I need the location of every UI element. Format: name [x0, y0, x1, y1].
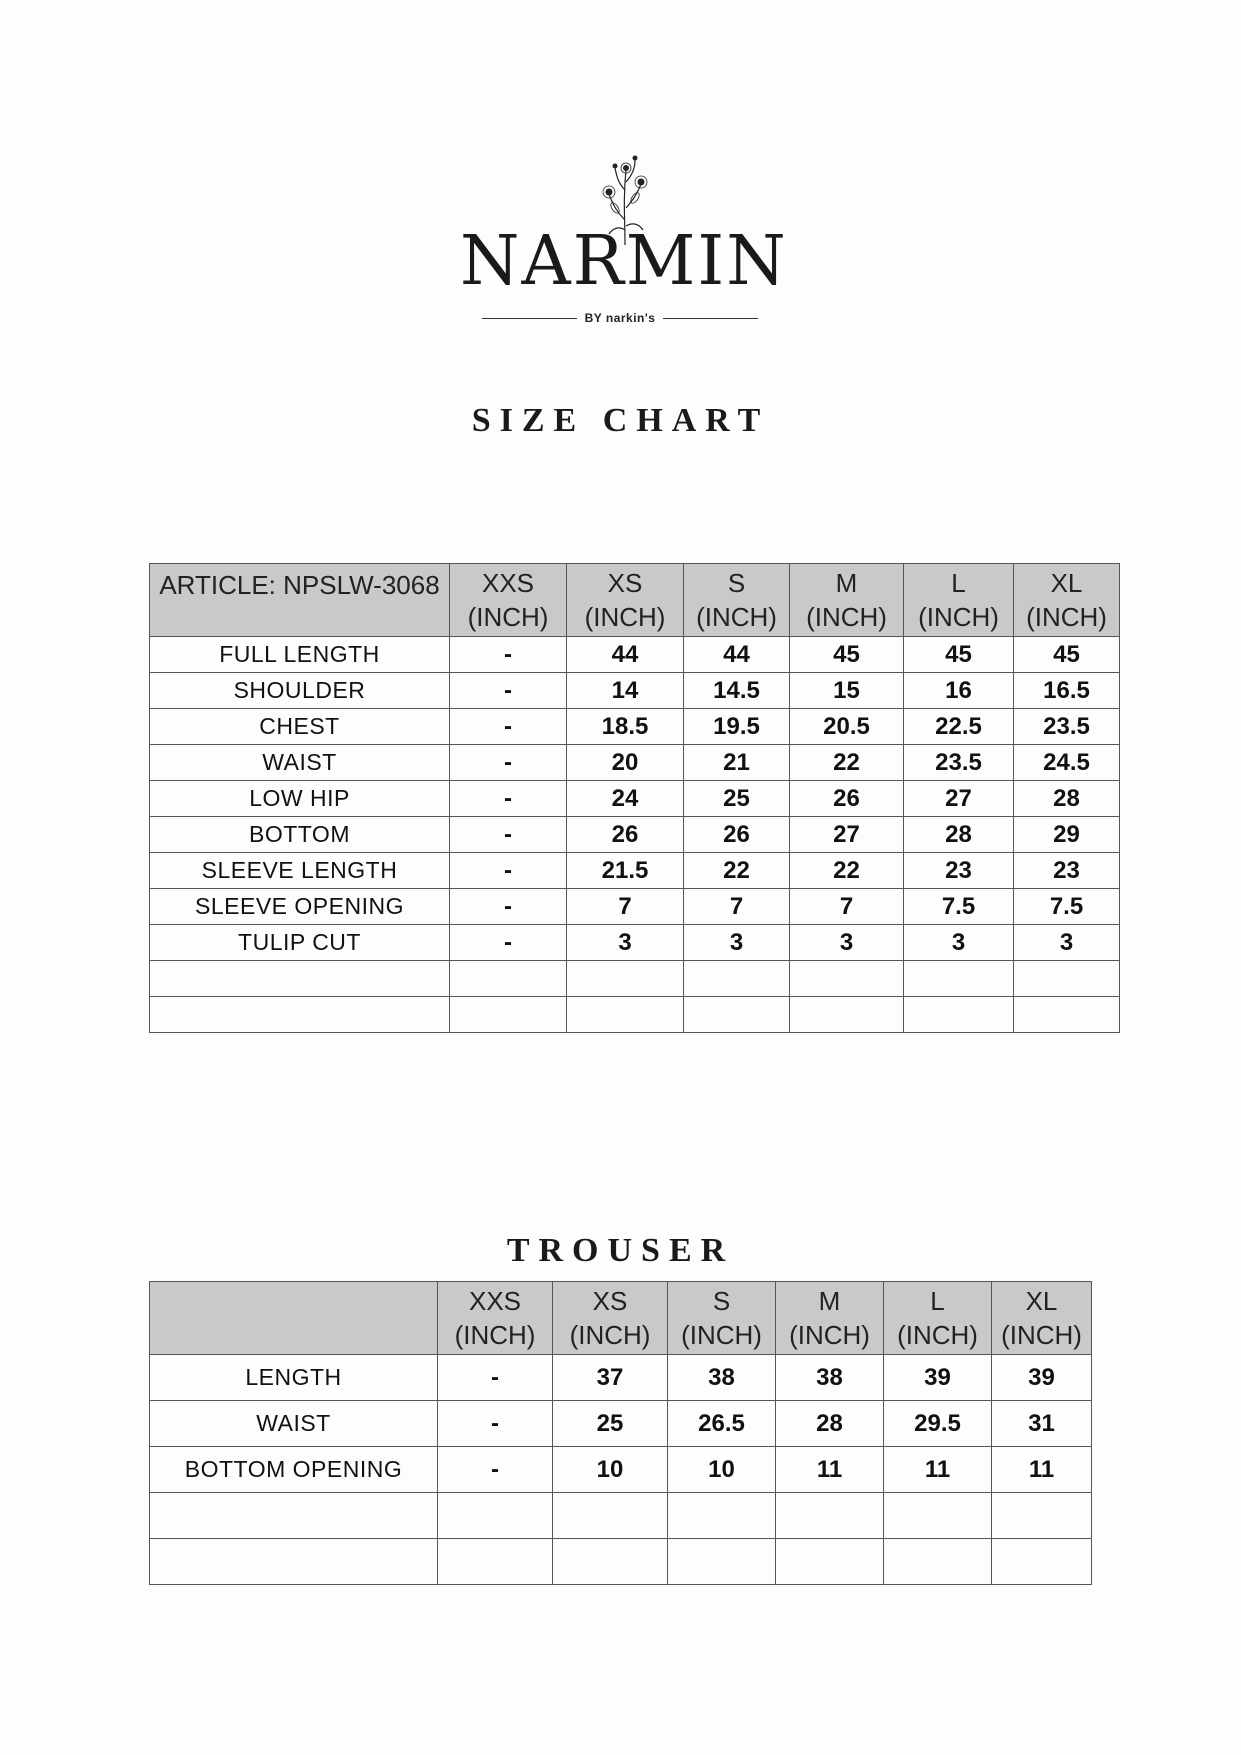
table-row	[150, 1539, 1092, 1585]
size-label: M	[835, 568, 858, 598]
measurement-value	[450, 961, 567, 997]
table-row	[150, 637, 1120, 673]
table-row	[150, 853, 1120, 889]
measurement-value	[567, 961, 684, 997]
measurement-value: -	[450, 781, 567, 817]
measurement-value: 38	[776, 1355, 884, 1401]
size-chart-body	[150, 637, 1120, 1033]
size-column-header	[904, 564, 1014, 637]
measurement-value: 7	[790, 889, 904, 925]
measurement-value: 15	[790, 673, 904, 709]
measurement-label: BOTTOM	[150, 817, 450, 853]
measurement-value: 20	[567, 745, 684, 781]
unit-label: (INCH)	[806, 602, 887, 632]
measurement-value: 22	[790, 853, 904, 889]
unit-label: (INCH)	[467, 602, 549, 632]
table-row	[150, 817, 1120, 853]
table-row	[150, 709, 1120, 745]
table-row	[150, 961, 1120, 997]
size-label: L	[930, 1286, 945, 1316]
measurement-value: 16	[904, 673, 1014, 709]
article-number: ARTICLE: NPSLW-3068	[150, 564, 450, 637]
measurement-value	[684, 997, 790, 1033]
size-column-header	[450, 564, 567, 637]
size-column-header	[668, 1282, 776, 1355]
measurement-value: 3	[904, 925, 1014, 961]
measurement-value: 7	[567, 889, 684, 925]
measurement-value: 21.5	[567, 853, 684, 889]
measurement-value: 26.5	[668, 1401, 776, 1447]
measurement-label	[150, 961, 450, 997]
measurement-label: WAIST	[150, 745, 450, 781]
measurement-value	[884, 1539, 992, 1585]
measurement-value	[884, 1493, 992, 1539]
measurement-value	[776, 1493, 884, 1539]
measurement-value: 3	[567, 925, 684, 961]
table-row	[150, 1401, 1092, 1447]
measurement-value	[992, 1539, 1092, 1585]
unit-label: (INCH)	[918, 602, 999, 632]
measurement-value: 16.5	[1014, 673, 1120, 709]
measurement-value: -	[438, 1447, 553, 1493]
table-row	[150, 889, 1120, 925]
measurement-value: -	[450, 673, 567, 709]
tagline-divider-right	[663, 318, 758, 319]
measurement-value: 27	[790, 817, 904, 853]
measurement-value: -	[450, 637, 567, 673]
measurement-label	[150, 1493, 438, 1539]
measurement-value: 25	[553, 1401, 668, 1447]
measurement-value	[1014, 961, 1120, 997]
brand-tagline: BY narkin's	[584, 311, 656, 325]
trouser-table	[149, 1281, 1092, 1585]
measurement-value: -	[438, 1355, 553, 1401]
size-column-header	[992, 1282, 1092, 1355]
measurement-value: 11	[992, 1447, 1092, 1493]
table-row	[150, 1493, 1092, 1539]
size-column-header	[553, 1282, 668, 1355]
size-column-header	[684, 564, 790, 637]
measurement-value	[567, 997, 684, 1033]
measurement-value: 29	[1014, 817, 1120, 853]
measurement-value: 3	[684, 925, 790, 961]
measurement-value: 19.5	[684, 709, 790, 745]
measurement-value: 24	[567, 781, 684, 817]
measurement-value	[553, 1539, 668, 1585]
brand-logo	[460, 150, 788, 330]
measurement-value: 21	[684, 745, 790, 781]
measurement-label: SLEEVE OPENING	[150, 889, 450, 925]
measurement-value: 31	[992, 1401, 1092, 1447]
measurement-value: 14.5	[684, 673, 790, 709]
measurement-label: LENGTH	[150, 1355, 438, 1401]
measurement-value: 22	[684, 853, 790, 889]
size-label: M	[818, 1286, 841, 1316]
measurement-value: 38	[668, 1355, 776, 1401]
table-row	[150, 673, 1120, 709]
trouser-body	[150, 1355, 1092, 1585]
unit-label: (INCH)	[1026, 602, 1107, 632]
measurement-value: 28	[904, 817, 1014, 853]
measurement-value	[904, 961, 1014, 997]
measurement-value: 26	[684, 817, 790, 853]
size-label: L	[951, 568, 966, 598]
measurement-value	[668, 1539, 776, 1585]
measurement-value: 29.5	[884, 1401, 992, 1447]
measurement-value: 3	[1014, 925, 1120, 961]
brand-tagline-row	[460, 310, 780, 326]
measurement-value: 39	[992, 1355, 1092, 1401]
measurement-value: -	[450, 709, 567, 745]
unit-label: (INCH)	[1001, 1320, 1082, 1350]
measurement-value: 26	[790, 781, 904, 817]
measurement-label: SHOULDER	[150, 673, 450, 709]
measurement-label: BOTTOM OPENING	[150, 1447, 438, 1493]
measurement-value: 37	[553, 1355, 668, 1401]
unit-label: (INCH)	[681, 1320, 762, 1350]
trouser-title: TROUSER	[506, 1232, 735, 1269]
measurement-value: 28	[776, 1401, 884, 1447]
measurement-value: 45	[904, 637, 1014, 673]
measurement-value	[450, 997, 567, 1033]
measurement-value	[992, 1493, 1092, 1539]
tagline-divider-left	[482, 318, 577, 319]
measurement-label: LOW HIP	[150, 781, 450, 817]
measurement-value: -	[438, 1401, 553, 1447]
measurement-label: SLEEVE LENGTH	[150, 853, 450, 889]
measurement-value: 28	[1014, 781, 1120, 817]
measurement-value: 44	[567, 637, 684, 673]
measurement-value	[790, 961, 904, 997]
size-label: XL	[1050, 568, 1083, 598]
measurement-value: 11	[884, 1447, 992, 1493]
measurement-value: 26	[567, 817, 684, 853]
measurement-value	[904, 997, 1014, 1033]
trouser-header-row	[150, 1282, 1092, 1355]
size-chart-table	[149, 563, 1120, 1033]
size-label: XS	[592, 1286, 628, 1316]
measurement-label: CHEST	[150, 709, 450, 745]
measurement-value: -	[450, 889, 567, 925]
unit-label: (INCH)	[897, 1320, 978, 1350]
measurement-value: 3	[790, 925, 904, 961]
measurement-value	[438, 1539, 553, 1585]
measurement-value: 23.5	[1014, 709, 1120, 745]
table-row	[150, 1355, 1092, 1401]
size-column-header	[1014, 564, 1120, 637]
measurement-label	[150, 997, 450, 1033]
size-column-header	[790, 564, 904, 637]
measurement-value: 18.5	[567, 709, 684, 745]
measurement-label: TULIP CUT	[150, 925, 450, 961]
measurement-value: -	[450, 817, 567, 853]
measurement-value: -	[450, 853, 567, 889]
size-column-header	[438, 1282, 553, 1355]
measurement-label	[150, 1539, 438, 1585]
unit-label: (INCH)	[569, 1320, 651, 1350]
measurement-value: 22	[790, 745, 904, 781]
measurement-value	[684, 961, 790, 997]
measurement-value: 23	[1014, 853, 1120, 889]
measurement-value: 11	[776, 1447, 884, 1493]
trouser-article-cell	[150, 1282, 438, 1355]
measurement-value: 23.5	[904, 745, 1014, 781]
measurement-value	[438, 1493, 553, 1539]
measurement-value: 10	[668, 1447, 776, 1493]
table-row	[150, 997, 1120, 1033]
measurement-value: 44	[684, 637, 790, 673]
measurement-value	[1014, 997, 1120, 1033]
measurement-value: 23	[904, 853, 1014, 889]
table-row	[150, 745, 1120, 781]
measurement-label: WAIST	[150, 1401, 438, 1447]
measurement-value: -	[450, 925, 567, 961]
size-label: XXS	[468, 1286, 522, 1316]
brand-name: NARMIN	[460, 222, 788, 301]
measurement-value: 27	[904, 781, 1014, 817]
measurement-value: 45	[1014, 637, 1120, 673]
unit-label: (INCH)	[696, 602, 777, 632]
measurement-value: 7	[684, 889, 790, 925]
size-label: XL	[1025, 1286, 1058, 1316]
measurement-value: 10	[553, 1447, 668, 1493]
measurement-label: FULL LENGTH	[150, 637, 450, 673]
measurement-value	[553, 1493, 668, 1539]
measurement-value	[776, 1539, 884, 1585]
size-chart-title: SIZE CHART	[471, 402, 770, 439]
measurement-value: 22.5	[904, 709, 1014, 745]
size-label: S	[712, 1286, 731, 1316]
unit-label: (INCH)	[584, 602, 666, 632]
measurement-value: 7.5	[1014, 889, 1120, 925]
size-label: XS	[607, 568, 643, 598]
table-row	[150, 781, 1120, 817]
measurement-value: 25	[684, 781, 790, 817]
unit-label: (INCH)	[789, 1320, 870, 1350]
measurement-value: 7.5	[904, 889, 1014, 925]
measurement-value: 24.5	[1014, 745, 1120, 781]
size-column-header	[776, 1282, 884, 1355]
measurement-value: 39	[884, 1355, 992, 1401]
measurement-value: 20.5	[790, 709, 904, 745]
measurement-value	[790, 997, 904, 1033]
measurement-value	[668, 1493, 776, 1539]
measurement-value: 45	[790, 637, 904, 673]
size-label: S	[727, 568, 746, 598]
size-column-header	[567, 564, 684, 637]
size-chart-header-row	[150, 564, 1120, 637]
measurement-value: 14	[567, 673, 684, 709]
unit-label: (INCH)	[454, 1320, 536, 1350]
size-column-header	[884, 1282, 992, 1355]
size-label: XXS	[481, 568, 535, 598]
table-row	[150, 1447, 1092, 1493]
table-row	[150, 925, 1120, 961]
measurement-value: -	[450, 745, 567, 781]
